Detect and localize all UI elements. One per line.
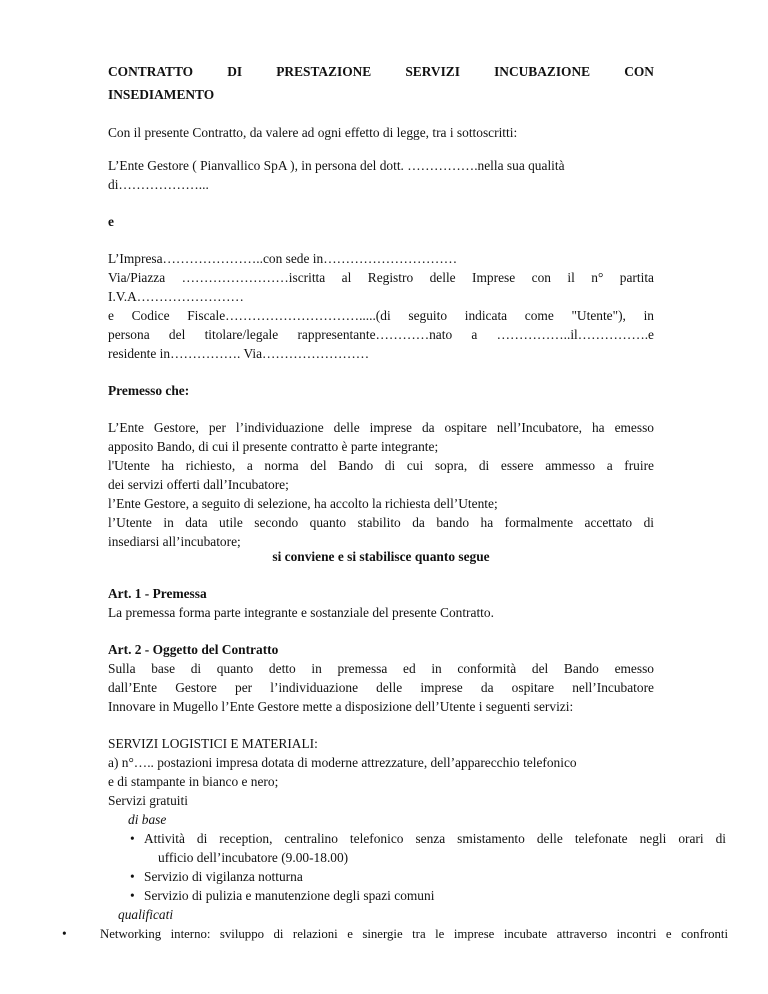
servizi-a-line-1: a) n°….. postazioni impresa dotata di moderne attrezzature, dell’apparecchio telefonico xyxy=(108,755,577,770)
bullet-icon: • xyxy=(62,926,67,941)
ente-line-2: di………………... xyxy=(108,177,209,192)
art2-line: dall’Ente Gestore per l’individuazione delle imprese da ospitare nell’Incubatore xyxy=(108,680,654,695)
impresa-line-4: e Codice Fiscale………………………….....(di seguito indicata come "Utente"), in xyxy=(108,308,654,323)
premesso-conclusion: si conviene e si stabilisce quanto segue xyxy=(272,549,490,564)
impresa-line-5: persona del titolare/legale rappresentante…………nato a ……………..il…………….e xyxy=(108,327,654,342)
premesso-line: l’Utente in data utile secondo quanto stabilito da bando ha formalmente accettato di xyxy=(108,515,654,530)
impresa-line-2: Via/Piazza ……………………iscritta al Registro delle Imprese con il n° partita xyxy=(108,270,654,285)
title-word: PRESTAZIONE xyxy=(276,64,372,79)
title-word: CON xyxy=(624,64,654,79)
premesso-line: dei servizi offerti dall’Incubatore; xyxy=(108,477,289,492)
title-word: SERVIZI xyxy=(405,64,460,79)
title-word: DI xyxy=(227,64,243,79)
di-base-label: di base xyxy=(128,812,167,827)
bullet-item-reception-cont: ufficio dell’incubatore (9.00-18.00) xyxy=(158,850,349,865)
bullet-item-reception: Attività di reception, centralino telefonico senza smistamento delle telefonate negli orari di xyxy=(144,831,726,846)
bullet-item-pulizia: Servizio di pulizia e manutenzione degli spazi comuni xyxy=(144,888,435,903)
servizi-gratuiti-label: Servizi gratuiti xyxy=(108,793,188,808)
bullet-icon: • xyxy=(130,888,135,903)
premesso-line: insediarsi all’incubatore; xyxy=(108,534,241,549)
art2-line: Sulla base di quanto detto in premessa ed in conformità del Bando emesso xyxy=(108,661,654,676)
ente-line-1: L’Ente Gestore ( Pianvallico SpA ), in persona del dott. …………….nella sua qualità xyxy=(108,158,565,173)
art1-text: La premessa forma parte integrante e sostanziale del presente Contratto. xyxy=(108,605,494,620)
bullet-icon: • xyxy=(130,831,135,846)
e-conjunction: e xyxy=(108,214,114,229)
impresa-line-1: L’Impresa…………………..con sede in………………………… xyxy=(108,251,458,266)
premesso-line: l’Ente Gestore, a seguito di selezione, ha accolto la richiesta dell’Utente; xyxy=(108,496,498,511)
art1-heading: Art. 1 - Premessa xyxy=(108,586,207,601)
bullet-icon: • xyxy=(130,869,135,884)
servizi-a-line-2: e di stampante in bianco e nero; xyxy=(108,774,279,789)
title-word: INCUBAZIONE xyxy=(494,64,591,79)
premesso-line: L’Ente Gestore, per l’individuazione delle imprese da ospitare nell’Incubatore, ha emesso xyxy=(108,420,654,435)
contract-title-line-2: INSEDIAMENTO xyxy=(108,87,215,102)
intro-paragraph: Con il presente Contratto, da valere ad ogni effetto di legge, tra i sottoscritti: xyxy=(108,125,518,140)
art2-line: Innovare in Mugello l’Ente Gestore mette a disposizione dell’Utente i seguenti servizi: xyxy=(108,699,574,714)
impresa-line-3: I.V.A…………………… xyxy=(108,289,244,304)
bullet-item-vigilanza: Servizio di vigilanza notturna xyxy=(144,869,303,884)
impresa-line-6: residente in……………. Via…………………… xyxy=(108,346,370,361)
contract-title-line-1 xyxy=(108,64,654,80)
qualificati-label: qualificati xyxy=(118,907,174,922)
premesso-line: apposito Bando, di cui il presente contratto è parte integrante; xyxy=(108,439,439,454)
premesso-heading: Premesso che: xyxy=(108,383,190,398)
art2-heading: Art. 2 - Oggetto del Contratto xyxy=(108,642,279,657)
title-word: CONTRATTO xyxy=(108,64,194,79)
bullet-item-networking: Networking interno: sviluppo di relazioni e sinergie tra le imprese incubate attraverso incontri e confronti xyxy=(100,927,728,941)
servizi-heading: SERVIZI LOGISTICI E MATERIALI: xyxy=(108,736,318,751)
premesso-line: l'Utente ha richiesto, a norma del Bando di cui sopra, di essere ammesso a fruire xyxy=(108,458,654,473)
